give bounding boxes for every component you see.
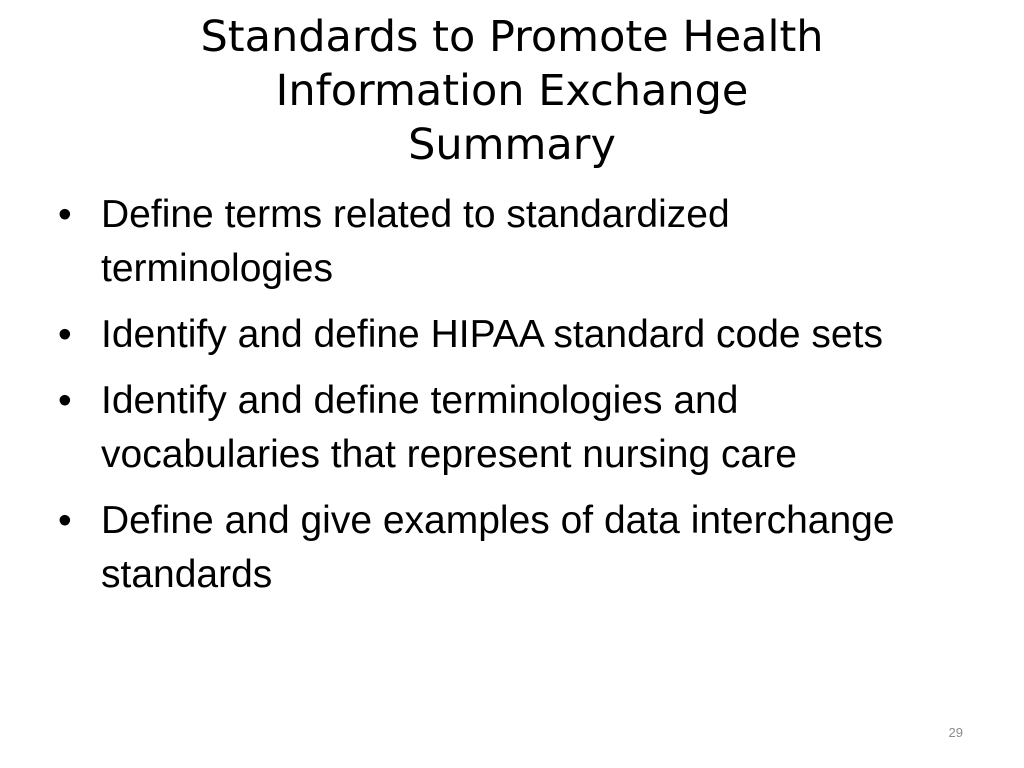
bullet-text: Define terms related to standardized terminologies <box>101 193 730 290</box>
bullet-item-define-terms <box>58 188 958 296</box>
bullet-dot-icon: • <box>58 193 72 236</box>
bullet-dot-icon: • <box>58 379 72 422</box>
bullet-item-hipaa-code-sets <box>58 308 958 362</box>
page-number: 29 <box>948 725 963 740</box>
slide-title-line-1: Standards to Promote Health <box>200 12 824 62</box>
bullet-text: Identify and define terminologies and vocabularies that represent nursing care <box>101 379 797 476</box>
bullet-item-interchange-standards <box>58 494 958 602</box>
slide-title-line-2: Information Exchange <box>275 66 749 116</box>
bullet-item-nursing-terminologies <box>58 374 958 482</box>
bullet-list <box>58 188 958 614</box>
slide-title-line-3: Summary <box>408 120 616 170</box>
bullet-dot-icon: • <box>58 499 72 542</box>
slide-title <box>60 10 964 172</box>
bullet-text: Define and give examples of data interchange standards <box>101 499 895 596</box>
bullet-dot-icon: • <box>58 313 72 356</box>
bullet-text: Identify and define HIPAA standard code sets <box>101 313 883 356</box>
